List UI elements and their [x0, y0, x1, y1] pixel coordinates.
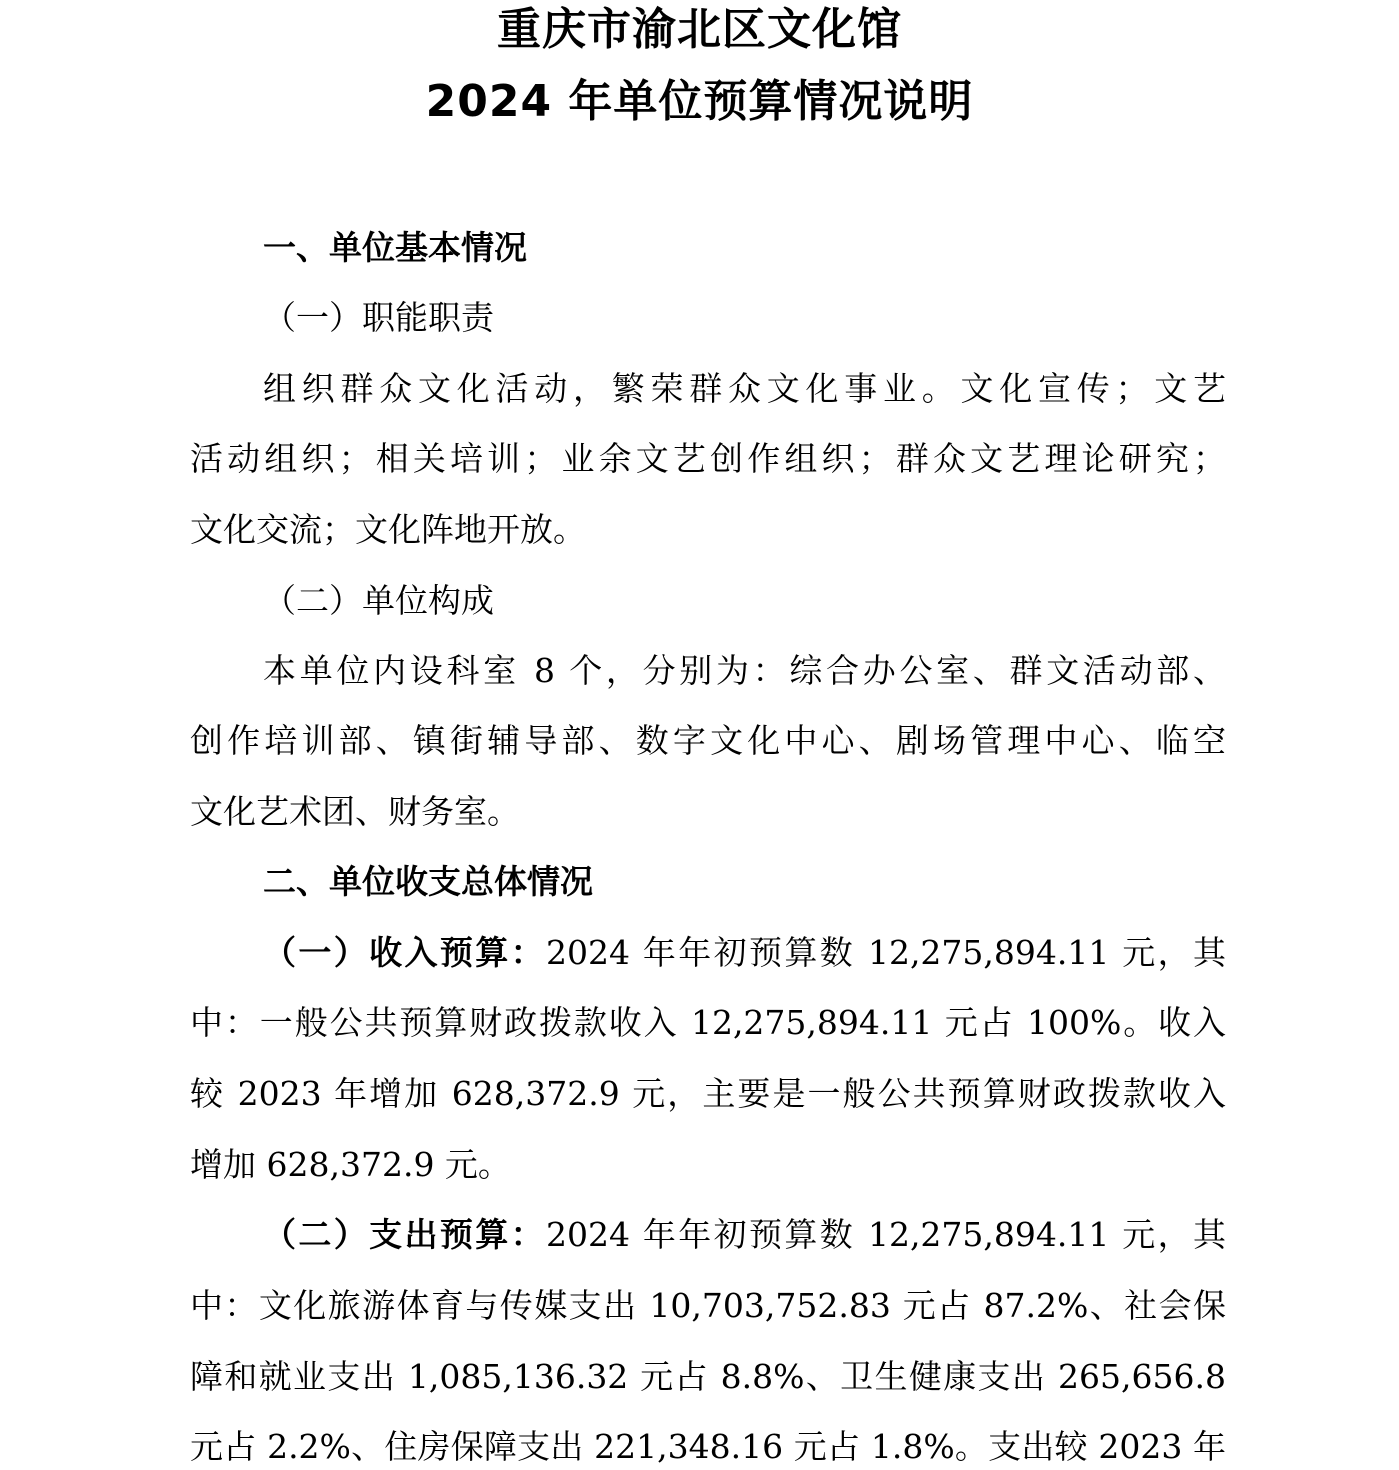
income-text: 2024 年年初预算数 12,275,894.11 元，其 [546, 933, 1226, 972]
paragraph-line: 文化艺术团、财务室。 [190, 792, 520, 831]
paragraph-line: 较 2023 年增加 628,372.9 元，主要是一般公共预算财政拨款收入 [190, 1074, 1226, 1113]
document-title-line2: 2024 年单位预算情况说明 [425, 76, 974, 127]
paragraph-line: 中：一般公共预算财政拨款收入 12,275,894.11 元占 100%。收入 [190, 1003, 1226, 1042]
paragraph-line: 中：文化旅游体育与传媒支出 10,703,752.83 元占 87.2%、社会保 [190, 1286, 1226, 1325]
section1-sub2-heading: （二）单位构成 [263, 581, 494, 620]
section2-heading: 二、单位收支总体情况 [263, 862, 593, 901]
paragraph-line: 文化交流；文化阵地开放。 [190, 510, 586, 549]
paragraph-line: 障和就业支出 1,085,136.32 元占 8.8%、卫生健康支出 265,656.8 [190, 1357, 1226, 1396]
section1-heading: 一、单位基本情况 [263, 228, 527, 267]
paragraph-line: 本单位内设科室 8 个，分别为：综合办公室、群文活动部、 [263, 651, 1226, 690]
income-lead: （一）收入预算： [263, 933, 546, 972]
paragraph-line: 元占 2.2%、住房保障支出 221,348.16 元占 1.8%。支出较 2023 年 [190, 1427, 1226, 1466]
paragraph-line [263, 1213, 1226, 1257]
document-title-line1: 重庆市渝北区文化馆 [497, 4, 902, 55]
expense-text: 2024 年年初预算数 12,275,894.11 元，其 [546, 1215, 1226, 1254]
paragraph-line: 组织群众文化活动，繁荣群众文化事业。文化宣传；文艺 [263, 369, 1226, 408]
paragraph-line: 创作培训部、镇街辅导部、数字文化中心、剧场管理中心、临空 [190, 721, 1226, 760]
paragraph-line: 增加 628,372.9 元。 [190, 1145, 511, 1184]
paragraph-line [263, 931, 1226, 975]
section1-sub1-heading: （一）职能职责 [263, 298, 494, 337]
expense-lead: （二）支出预算： [263, 1215, 546, 1254]
paragraph-line: 活动组织；相关培训；业余文艺创作组织；群众文艺理论研究； [190, 439, 1226, 478]
